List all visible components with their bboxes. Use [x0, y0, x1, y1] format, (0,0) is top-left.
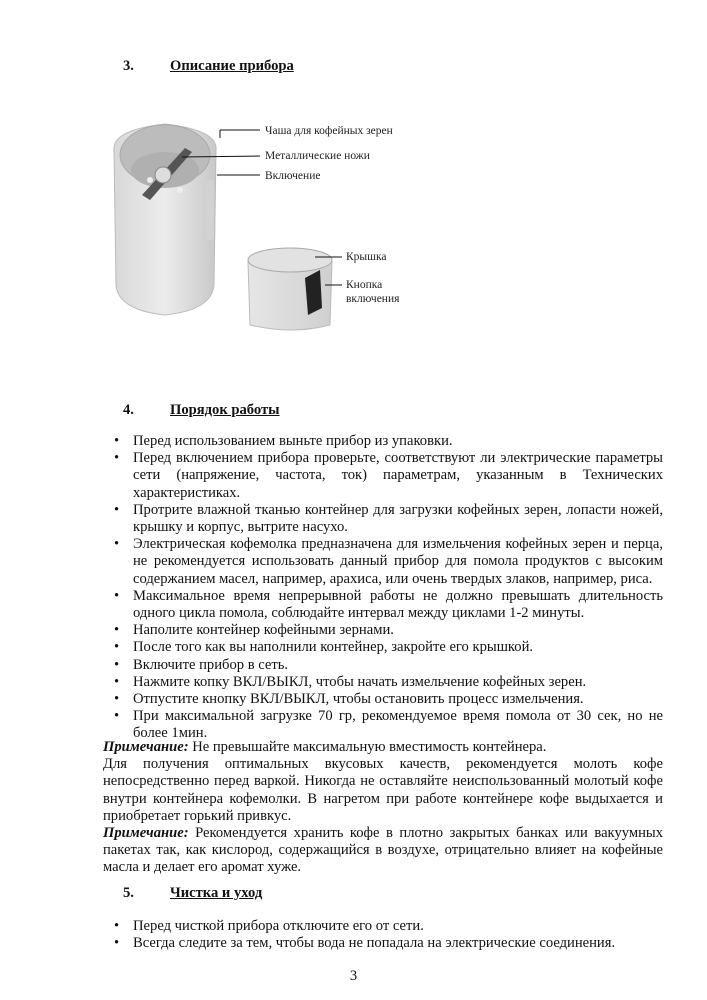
device-figure: [100, 110, 400, 340]
section-heading-description: [123, 58, 294, 75]
list-item: • Перед использованием выньте прибор из упаковки.: [103, 433, 663, 450]
note-text: Не превышайте максимальную вместимость контейнера.: [188, 739, 547, 755]
label-lid: Крышка: [346, 251, 387, 263]
section-number: 4.: [123, 402, 134, 418]
section-title: Описание прибора: [170, 58, 294, 74]
section-title: Порядок работы: [170, 402, 280, 418]
note-label: Примечание:: [103, 739, 189, 755]
list-item: • Всегда следите за тем, чтобы вода не попадала на электрические соединения.: [103, 935, 663, 952]
label-button: [346, 278, 399, 306]
list-item: • Протрите влажной тканью контейнер для загрузки кофейных зерен, лопасти ножей, крышку и корпус, вытрите насухо.: [103, 502, 663, 536]
label-button-line2: включения: [346, 293, 400, 305]
label-switch: Включение: [265, 170, 321, 182]
list-item: • Отпустите кнопку ВКЛ/ВЫКЛ, чтобы остановить процесс измельчения.: [103, 691, 663, 708]
list-item: • Перед включением прибора проверьте, соответствуют ли электрические параметры сети (напряжение, частота, ток) параметрам, указанным в Технических характеристиках.: [103, 450, 663, 502]
list-item: • Наполите контейнер кофейными зернами.: [103, 622, 663, 639]
section-number: 5.: [123, 885, 134, 901]
label-bowl: Чаша для кофейных зерен: [265, 125, 393, 137]
note-label: Примечание:: [103, 825, 189, 842]
paragraph: Для получения оптимальных вкусовых качеств, рекомендуется молоть кофе непосредственно перед варкой. Никогда не оставляйте неиспользованный молотый кофе внутри контейнера кофемолки. В нагретом при работе контейнере кофе выдыхается и приобретает горький привкус.: [103, 756, 663, 824]
list-item: • После того как вы наполнили контейнер, закройте его крышкой.: [103, 639, 663, 656]
section-number: 3.: [123, 58, 134, 74]
list-item: • Нажмите копку ВКЛ/ВЫКЛ, чтобы начать измельчение кофейных зерен.: [103, 674, 663, 691]
label-button-line1: Кнопка: [346, 279, 383, 291]
note-text: Рекомендуется хранить кофе в плотно закрытых банках или вакуумных пакетах так, как кислород, содержащийся в воздухе, отрицательно влияет на кофейные масла и делает его аромат хуже.: [103, 825, 663, 876]
list-item: • Включите прибор в сеть.: [103, 657, 663, 674]
section-title: Чистка и уход: [170, 885, 263, 901]
list-item: • Электрическая кофемолка предназначена для измельчения кофейных зерен и перца, не рекомендуется использовать данный прибор для помола продуктов с высоким содержанием масел, например, арахиса, или очень твердых злаков, например, риса.: [103, 536, 663, 588]
section-heading-operation: [123, 402, 280, 419]
list-item: • При максимальной загрузке 70 гр, рекомендуемое время помола от 30 сек, но не более 1мин.: [103, 708, 663, 742]
list-item: • Максимальное время непрерывной работы не должно превышать длительность одного цикла помола, соблюдайте интервал между циклами 1-2 минуты.: [103, 588, 663, 622]
section-heading-cleaning: [123, 885, 262, 902]
operation-list: [103, 433, 663, 743]
list-item: • Перед чисткой прибора отключите его от сети.: [103, 918, 663, 935]
operation-notes: [103, 739, 663, 877]
page-number: 3: [349, 968, 358, 984]
cleaning-list: [103, 918, 663, 952]
label-blades: Металлические ножи: [265, 150, 370, 162]
note-1: [103, 739, 663, 756]
note-2: [103, 825, 663, 877]
